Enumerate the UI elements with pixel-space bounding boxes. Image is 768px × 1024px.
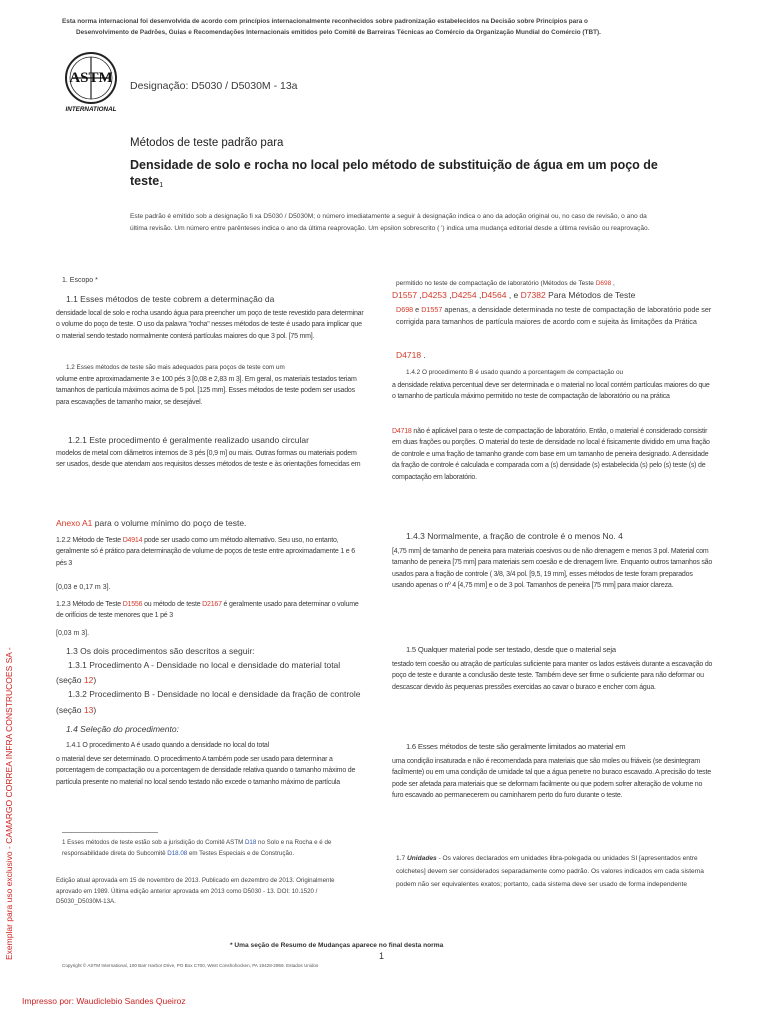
annex-a1-link[interactable]: Anexo A1 xyxy=(56,518,93,528)
d18-link[interactable]: D18 xyxy=(244,839,257,846)
para-1-7 xyxy=(396,852,716,891)
para-1-1-body: densidade local de solo e rocha usando água para preencher um poço de teste revestido para determinar o volume do poço de teste. O uso da palavra "rocha" nesses métodos de teste é usado para implicar que o material sendo testado normalmente conterá partículas maiores do que 3 pol. [75 mm]. xyxy=(56,310,364,340)
para-1-2-2-body: pode ser usado como um método alternativo. Seu uso, no entanto, geralmente só é prático para determinação de volume de poços de teste entre aproximadamente 1 e 6 pés 3 xyxy=(56,537,355,567)
notice-line-2: Desenvolvimento de Padrões, Guias e Recomendações Internacionais emitidos pelo Comitê de Barreiras Técnicas ao Comércio da Organização Mundial do Comércio (TBT). xyxy=(76,29,601,36)
d4254-link[interactable]: D4254 xyxy=(451,290,477,300)
d18-08-link[interactable]: D18.08 xyxy=(167,849,188,857)
d4718-dot: . xyxy=(421,350,426,360)
para-1-4-1-body: o material deve ser determinado. O procedimento A também pode ser usado para determinar a porcentagem de compactação ou a porcentagem de densidade relativa quando o tamanho máximo de partícula presente no material no local sendo testado não excede o tamanho máximo de partícula xyxy=(56,756,356,786)
svg-text:INTERNATIONAL: INTERNATIONAL xyxy=(65,106,117,113)
para-1-4-2-lead: 1.4.2 O procedimento B é usado quando a porcentagem de compactação ou xyxy=(406,369,624,376)
d1556-link[interactable]: D1556 xyxy=(122,601,143,608)
d1557-link-2[interactable]: D1557 xyxy=(421,305,443,314)
para-1-5-body: testado tem coesão ou atração de partículas suficiente para manter os lados estáveis durante a escavação do poço de teste e durante a conclusão deste teste. Também deve ser firme o suficiente para não deformar ou descascar devido às pequenas pressões exercidas ao cavar o buraco e encher com água. xyxy=(392,661,713,691)
annex-line xyxy=(56,518,366,529)
para-1-2-3-lead: 1.2.3 Método de Teste xyxy=(56,601,123,608)
para-1-3: 1.3 Os dois procedimentos são descritos a seguir: xyxy=(66,646,255,656)
d698-sep: , xyxy=(611,280,615,287)
d4718-link[interactable]: D4718 xyxy=(396,350,422,360)
para-1-4-3-body: [4,75 mm] de tamanho de peneira para materiais coesivos ou de não drenagem e menos 3 pol. Material com tamanho de peneira [75 mm] para materiais sem coesão e de drenagem livre. Enquanto outros tamanhos são usados para a fração de controle ( 3/8, 3/4 pol. [9,5, 19 mm], esses métodos de teste foram preparados usando apenas o nº 4 [4,75 mm] e o de 3 pol. Tamanhos de peneira [75 mm] para maior clareza. xyxy=(392,548,713,590)
printed-by: Impresso por: Waudiclebio Sandes Queiroz xyxy=(22,996,186,1006)
notice-line-1: Esta norma internacional foi desenvolvida de acordo com princípios internacionalmente reconhecidos sobre padronização estabelecidos na Decisão sobre Princípios para o xyxy=(62,18,588,25)
para-1-5-lead: 1.5 Qualquer material pode ser testado, desde que o material seja xyxy=(406,645,616,654)
document-title xyxy=(130,157,690,192)
footnote-1-tail: em Testes Especiais e de Construção. xyxy=(187,849,295,857)
test-method-refs: D1557 ,D4253 ,D4254 ,D4564 , e D7382 Para Métodos de Teste xyxy=(392,290,636,300)
astm-logo xyxy=(58,48,124,114)
d698-link[interactable]: D698 xyxy=(595,280,612,287)
svg-text:ASTM: ASTM xyxy=(69,70,113,86)
designation: Designação: D5030 / D5030M - 13a xyxy=(130,80,298,92)
copyright-line: Copyright © ASTM International, 100 Barr Harbor Drive, PO Box C700, West Conshohocken, PA 19428-2959. Estados Unidos xyxy=(62,963,319,968)
para-1-2-lead: 1.2 Esses métodos de teste são mais adequados para poços de teste com um xyxy=(66,364,285,371)
footnote-1 xyxy=(62,838,362,859)
sec-12-close: ) xyxy=(93,675,97,685)
sec-12-ref xyxy=(56,675,356,686)
para-1-4-3-lead: 1.4.3 Normalmente, a fração de controle é o menos No. 4 xyxy=(406,531,623,541)
footnote-1-lead: 1 Esses métodos de teste estão sob a jurisdição do Comitê ASTM xyxy=(62,839,245,846)
page-number: 1 xyxy=(379,951,385,961)
para-1-2-1-body: modelos de metal com diâmetros internos de 3 pés [0,9 m] ou mais. Outras formas ou materiais podem ser usados, desde que atendam aos requisitos desses métodos de teste e às orientações fornecidas em xyxy=(56,450,361,469)
para-1-4-2-cont-body: não é aplicável para o teste de compactação de laboratório. Então, o material é considerado consistir em duas frações ou porções. O material do teste de densidade no local é fisicamente dividido em uma fração de controle e uma fração de tamanho grande com base em um tamanho de peneira designado. A densidade da fração de controle é calculada e comparada com a (s) densidade (s) estabelecida (s) pelo (s) teste (s) de compactação em laboratório. xyxy=(392,428,710,481)
d4914-link[interactable]: D4914 xyxy=(122,537,143,544)
para-1-2-body: volume entre aproximadamente 3 e 100 pés 3 [0,08 e 2,83 m 3]. Em geral, os materiais testados teriam tamanhos de partícula máximos acima de 5 pol. [125 mm]. Esses métodos de teste podem ser usados para escavações de tamanho maior, se desejável. xyxy=(56,376,357,406)
test-method-refs-tail: Para Métodos de Teste xyxy=(545,290,636,300)
d4564-link[interactable]: D4564 xyxy=(481,290,507,300)
para-1-2-3-body: é geralmente usado para determinar o volume de orifícios de teste menores que 1 pé 3 xyxy=(56,601,359,620)
footnote-edition: Edição atual aprovada em 15 de novembro de 2013. Publicado em dezembro de 2013. Originalmente aprovado em 1989. Última edição anterior aprovada em 2013 como D5030 - 13. DOI: 10.1520 / D5030_D5030M-13A. xyxy=(56,877,335,905)
intro-paragraph: Este padrão é emitido sob a designação fi xa D5030 / D5030M; o número imediatamente a seguir à designação indica o ano da adoção original ou, no caso de revisão, o ano da última revisão. Um número entre parênteses indica o ano da última reaprovação. Um epsilon sobrescrito ( ') indica uma mudança editorial desde a última revisão ou reaprovação. xyxy=(130,213,650,232)
d7382-link[interactable]: D7382 xyxy=(520,290,546,300)
international-standard-notice xyxy=(62,16,712,38)
title-main: Densidade de solo e rocha no local pelo método de substituição de água em um poço de teste xyxy=(130,158,658,188)
para-1-6-lead: 1.6 Esses métodos de teste são geralmente limitados ao material em xyxy=(406,742,626,751)
units-heading: Unidades xyxy=(407,855,437,862)
para-1-6-body: uma condição insaturada e não é recomendada para materiais que são moles ou friáveis (se desintegram facilmente) ou em uma condição de umidade tal que a água penetre no buraco escavado. A precisão do teste pode ser afetada para materiais que se deformam facilmente ou que podem sofrer alteração de volume no furo escavado ao permanecerem ou caminharem perto do furo durante o teste. xyxy=(392,758,711,800)
license-side-text: Exemplar para uso exclusivo - CAMARGO CORREA INFRA CONSTRUCOES SA - xyxy=(4,647,14,960)
para-1-1-lead: 1.1 Esses métodos de teste cobrem a determinação da xyxy=(66,294,275,304)
d4718-link-2[interactable]: D4718 xyxy=(392,428,412,435)
para-1-7-lead: 1.7 xyxy=(396,855,407,862)
para-1-7-body: - Os valores declarados em unidades libra-polegada ou unidades SI [apresentados entre colchetes] devem ser considerados separadamente como padrão. Os valores indicados em cada sistema podem não ser equivalentes exatos; portanto, cada sistema deve ser usado de forma independente xyxy=(396,855,704,888)
d4253-link[interactable]: D4253 xyxy=(421,290,447,300)
correction-and: e xyxy=(413,305,422,314)
para-1-2-2 xyxy=(56,535,366,569)
para-1-4-1-cont-lead: permitido no teste de compactação de laboratório (Métodos de Teste xyxy=(396,280,596,287)
para-1-2-3-units: [0,03 m 3]. xyxy=(56,630,90,637)
correction-para xyxy=(396,304,716,328)
footnote-divider xyxy=(62,832,158,833)
sec-13-close: ) xyxy=(93,705,97,715)
para-1-3-1: 1.3.1 Procedimento A - Densidade no local e densidade do material total xyxy=(68,660,341,670)
para-1-2-2-units: [0,03 e 0,17 m 3]. xyxy=(56,584,111,591)
sec-13-open: (seção xyxy=(56,705,84,715)
section-13-link[interactable]: 13 xyxy=(83,705,94,715)
footnote-1-mid: no Solo e na Rocha e é de responsabilidade direta do Subcomitê xyxy=(62,839,332,857)
d1557-link[interactable]: D1557 xyxy=(392,290,418,300)
section-12-link[interactable]: 12 xyxy=(83,675,94,685)
correction-body: apenas, a densidade determinada no teste de compactação de laboratório pode ser corrigida para tamanhos de partícula maiores de acordo com e sujeita às limitações da Prática xyxy=(396,305,712,326)
sec-12-open: (seção xyxy=(56,675,84,685)
para-1-4-1-lead: 1.4.1 O procedimento A é usado quando a densidade no local do total xyxy=(66,742,269,749)
para-1-4-2-cont xyxy=(392,426,714,483)
para-1-2-1-lead: 1.2.1 Este procedimento é geralmente realizado usando circular xyxy=(68,435,309,445)
scope-heading: 1. Escopo * xyxy=(62,277,98,284)
annex-line-tail: para o volume mínimo do poço de teste. xyxy=(92,518,247,528)
summary-of-changes-note: * Uma seção de Resumo de Mudanças aparece no final desta norma xyxy=(230,942,444,949)
sec-13-ref xyxy=(56,705,356,716)
para-1-2-3 xyxy=(56,599,366,622)
d4718-ref xyxy=(396,350,716,361)
d2167-link[interactable]: D2167 xyxy=(202,601,222,608)
para-1-2-2-lead: 1.2.2 Método de Teste xyxy=(56,537,123,544)
para-1-4: 1.4 Seleção do procedimento: xyxy=(66,724,179,734)
title-prefix: Métodos de teste padrão para xyxy=(130,137,284,149)
para-1-3-2: 1.3.2 Procedimento B - Densidade no local e densidade da fração de controle xyxy=(68,689,361,699)
para-1-4-1-cont xyxy=(396,278,716,289)
d698-link-2[interactable]: D698 xyxy=(396,305,414,314)
para-1-4-2-body: a densidade relativa percentual deve ser determinada e o material no local contém partículas maiores do que o tamanho de partícula máximo permitido no teste de compactação de laboratório ou na prática xyxy=(392,382,710,401)
para-1-2-3-mid: ou método de teste xyxy=(142,601,203,608)
title-footnote-marker: 1 xyxy=(159,182,164,189)
